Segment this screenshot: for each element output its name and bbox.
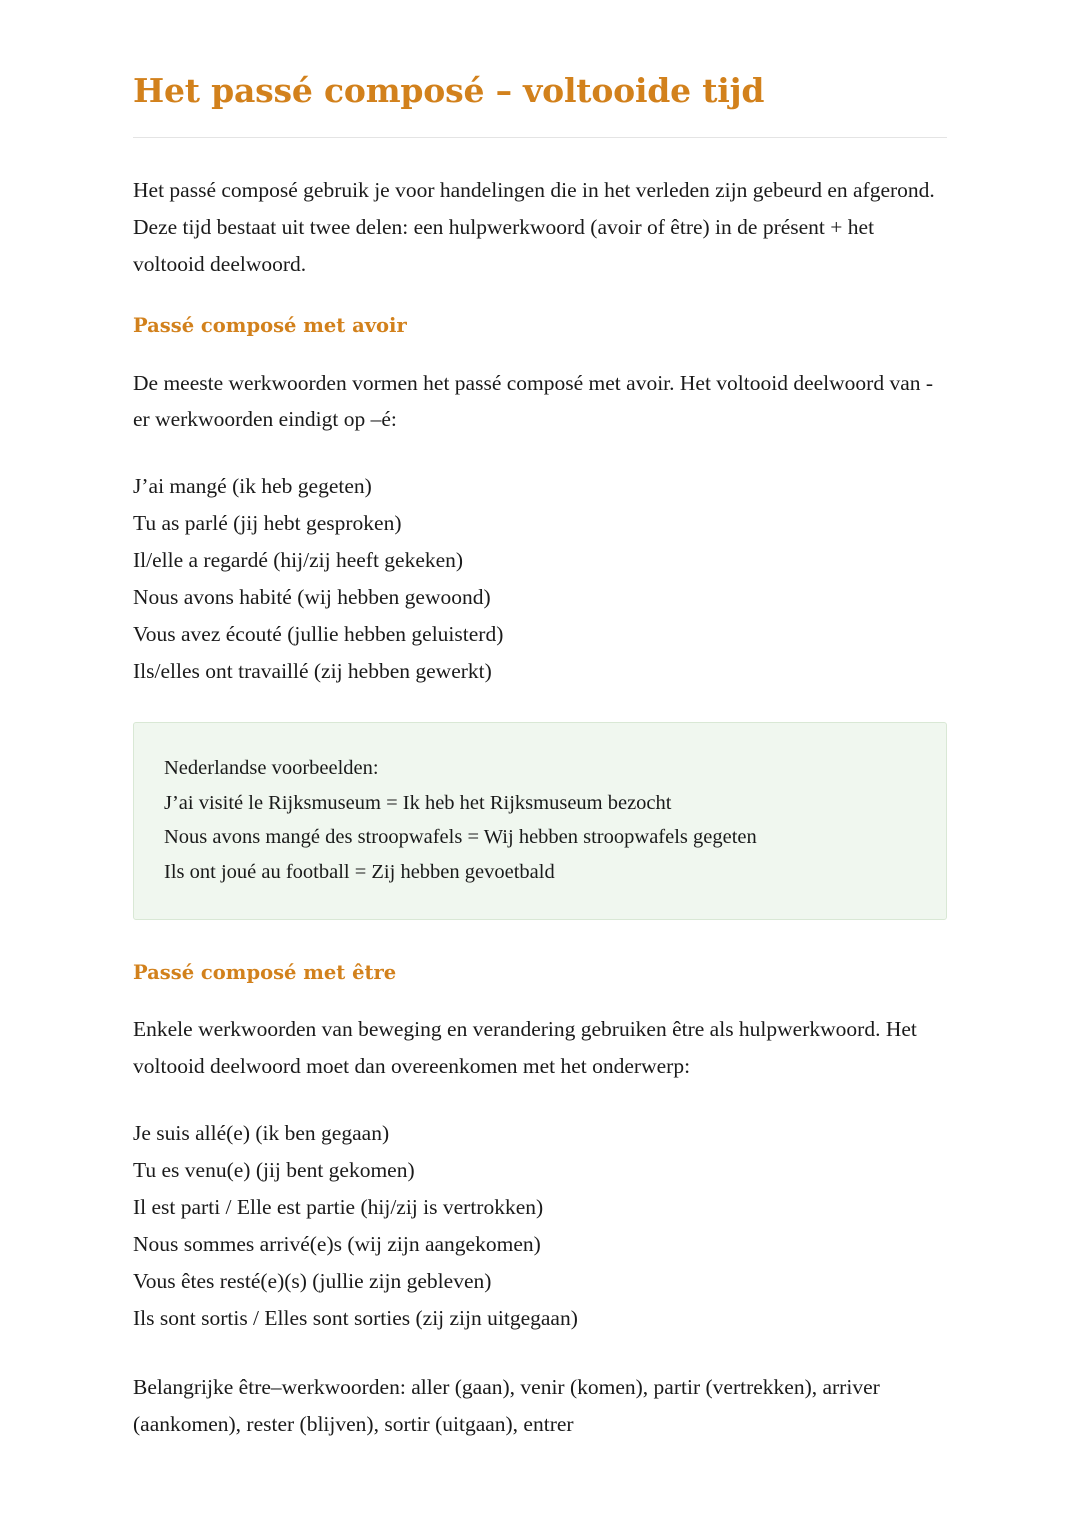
list-item: Tu es venu(e) (jij bent gekomen) [133, 1158, 415, 1183]
section-intro-avoir: De meeste werkwoorden vormen het passé composé met avoir. Het voltooid deelwoord van -er werkwoorden eindigt op –é: [133, 370, 934, 432]
section-intro-etre: Enkele werkwoorden van beweging en verandering gebruiken être als hulpwerkwoord. Het voltooid deelwoord moet dan overeenkomen met het onderwerp: [133, 1017, 917, 1079]
title-divider [133, 137, 947, 138]
list-item: Je suis allé(e) (ik ben gegaan) [133, 1121, 390, 1146]
section-heading-etre: Passé composé met être [133, 961, 397, 984]
list-item: Il/elle a regardé (hij/zij heeft gekeken) [133, 548, 464, 573]
list-item: Tu as parlé (jij hebt gesproken) [133, 511, 402, 536]
callout-line: J’ai visité le Rijksmuseum = Ik heb het Rijksmuseum bezocht [164, 791, 672, 814]
callout-line: Nous avons mangé des stroopwafels = Wij hebben stroopwafels gegeten [164, 826, 757, 849]
example-list-etre [133, 1115, 947, 1337]
example-list-avoir [133, 468, 947, 690]
callout-line: Ils ont joué au football = Zij hebben gevoetbald [164, 860, 555, 883]
list-item: Ils/elles ont travaillé (zij hebben gewerkt) [133, 659, 492, 684]
page-title: Het passé composé – voltooide tijd [133, 71, 765, 110]
section-heading-avoir: Passé composé met avoir [133, 314, 407, 338]
section-footer-etre: Belangrijke être–werkwoorden: aller (gaan), venir (komen), partir (vertrekken), arriver (aankomen), rester (blijven), sortir (uitgaan), entrer [133, 1375, 880, 1437]
list-item: Vous avez écouté (jullie hebben geluisterd) [133, 622, 504, 647]
callout-label: Nederlandse voorbeelden: [164, 757, 379, 780]
intro-paragraph: Het passé composé gebruik je voor handelingen die in het verleden zijn gebeurd en afgerond. Deze tijd bestaat uit twee delen: een hulpwerkwoord (avoir of être) in de présent + het voltooid deelwoord. [133, 178, 935, 277]
list-item: Ils sont sortis / Elles sont sorties (zij zijn uitgegaan) [133, 1306, 578, 1331]
list-item: Nous avons habité (wij hebben gewoond) [133, 585, 491, 610]
callout-dutch-examples [133, 722, 947, 920]
list-item: Vous êtes resté(e)(s) (jullie zijn gebleven) [133, 1269, 492, 1294]
list-item: J’ai mangé (ik heb gegeten) [133, 474, 372, 499]
list-item: Nous sommes arrivé(e)s (wij zijn aangekomen) [133, 1232, 541, 1257]
list-item: Il est parti / Elle est partie (hij/zij is vertrokken) [133, 1195, 544, 1220]
